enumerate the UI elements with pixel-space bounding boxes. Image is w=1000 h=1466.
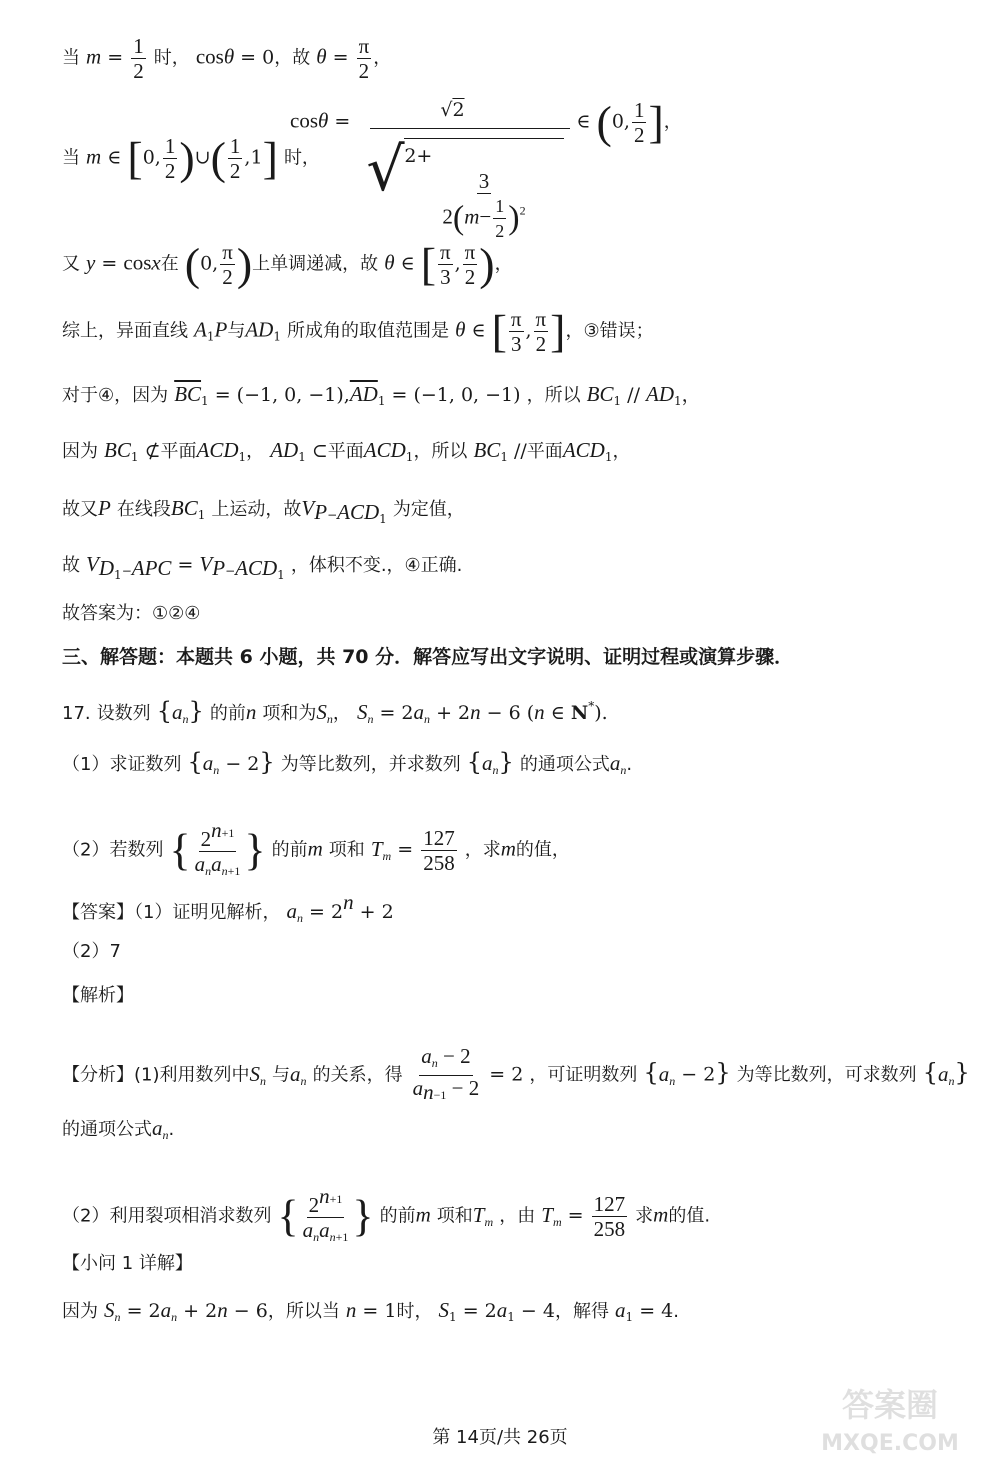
section-heading: 三、解答题：本题共 6 小题，共 70 分．解答应写出文字说明、证明过程或演算步骤． [62, 646, 794, 668]
line-parallel-plane: 因为 $BC_1$ ⊄平面$ACD_1$， $AD_1$ ⊂平面$ACD_1$，所以 $BC_1$ //平面$ACD_1$， [62, 438, 631, 464]
line-cos-decreasing: 又 y = cosx在 (0, $\frac{\pi}{2}$ )上单调递减，故 θ ∈ [ $\frac{\pi}{3}$ , $\frac{\pi}{2}$ )， [62, 238, 513, 290]
answer-line: 故答案为：①②④ [62, 603, 201, 624]
answer-block: 【答案】（1）证明见解析， $a_n = 2^n + 2$ [62, 890, 394, 925]
line-volume-constant: 故又P 在线段$BC_1$ 上运动，故$V_{P-ACD_1}$ 为定值， [62, 496, 465, 526]
analysis-part1: 【分析】(1)利用数列中$S_n$ 与$a_n$ 的关系，得 $\frac{a_n - 2}{a_{n-1} - 2}$ = 2 ，可证明数列 $\{a_n - 2\}$ 为等比数列，可求数列 $\{a_n\}$ [62, 1044, 970, 1104]
analysis-label: 【解析】 [62, 985, 134, 1006]
watermark-text: 答案圈 [841, 1386, 939, 1424]
solution-first-line: 因为 $S_n = 2a_n + 2n - 6$，所以当 n = 1时， $S_1 = 2a_1 - 4$，解得 $a_1 = 4$. [62, 1298, 679, 1324]
line-item-4-vectors: 对于④，因为 $\overline{BC}_1 = (-1$, 0, $-1),\overline{AD}_1 = (-1$, 0, −1) ，所以 $BC_1 // AD_1$， [62, 382, 701, 408]
analysis-part2: （2）利用裂项相消求数列 { $\frac{2^{n+1}}{a_na_{n+1}}$ } 的前m 项和$T_m$ ，由 $T_m$ = $\frac{127}{258}$ 求m的值. [62, 1184, 711, 1244]
line-volume-equal: 故 $V_{D_1-APC} = V_{P-ACD_1}$ ，体积不变.，④正确. [62, 552, 463, 582]
page-footer: 第 14页/共 26页 [432, 1427, 568, 1448]
question-17: 17. 设数列 $\{a_n\}$ 的前n 项和为$S_n$， $S_n = 2a_n + 2n - 6$ (n ∈ N*). [62, 697, 608, 726]
line-m-half: 当 m = $\frac{1}{2}$ 时， cosθ = 0，故 θ = $\frac{\pi}{2}$ ， [62, 34, 392, 83]
subquestion-1-label: 【小问 1 详解】 [62, 1253, 193, 1274]
question-17-part2: （2）若数列 { $\frac{2^{n+1}}{a_na_{n+1}}$ } 的前m 项和 $T_m$ = $\frac{127}{258}$ ，求m的值， [62, 818, 570, 878]
analysis-part1-cont: 的通项公式$a_n$. [62, 1116, 175, 1142]
answer-part2: （2）7 [62, 941, 121, 962]
question-17-part1: （1）求证数列 $\{a_n - 2\}$ 为等比数列，并求数列 $\{a_n\}$ 的通项公式$a_n$. [62, 748, 633, 777]
line-summary-3: 综上，异面直线 $A_1P$与$AD_1$ 所成角的取值范围是 θ ∈ [ $\frac{\pi}{3}$ , $\frac{\pi}{2}$ ]，③错误； [62, 305, 654, 357]
svg-text:MXQE.COM: MXQE.COM [821, 1431, 959, 1456]
